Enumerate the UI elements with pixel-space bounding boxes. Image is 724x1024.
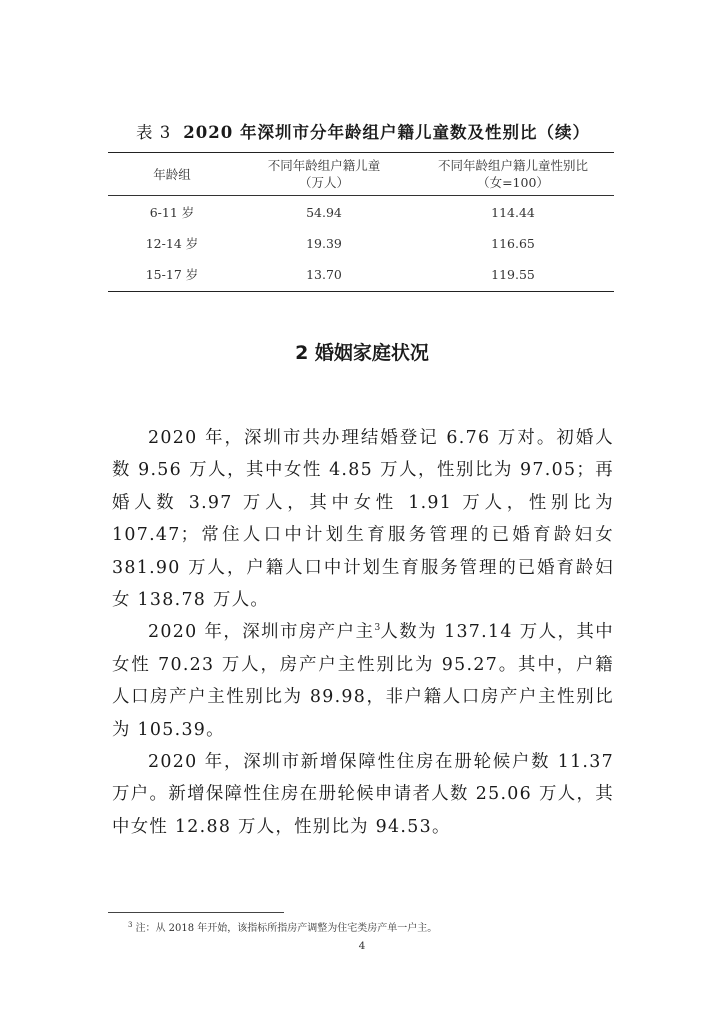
header-children [236, 153, 412, 196]
cell-ratio: 116.65 [491, 235, 535, 251]
footnote-text: 注：从 2018 年开始，该指标所指房产调整为住宅类房产单一户主。 [135, 923, 438, 934]
page-number: 4 [358, 940, 366, 952]
footnote-divider [108, 912, 284, 913]
paragraph-housing: 2020 年，深圳市新增保障性住房在册轮候户数 11.37 万户。新增保障性住房在册轮候申请者人数 25.06 万人，其中女性 12.88 万人，性别比为 94.53。 [112, 752, 614, 837]
header-children-label: 不同年龄组户籍儿童 [267, 158, 381, 173]
cell-ratio: 114.44 [491, 204, 535, 220]
header-children-unit: （万人） [298, 175, 349, 190]
footnote-reference: 3 [374, 623, 381, 634]
cell-children: 54.94 [306, 204, 342, 220]
header-ratio-unit: （女=100） [477, 175, 549, 190]
table-body [108, 196, 614, 292]
paragraph-property-owners-start: 2020 年，深圳市房产户主 [148, 622, 375, 643]
children-sex-ratio-table [108, 152, 614, 292]
table-title: 2020 年深圳市分年龄组户籍儿童数及性别比（续） [183, 123, 590, 142]
header-age-group: 年龄组 [153, 166, 191, 182]
cell-children: 13.70 [306, 266, 342, 282]
footnote-marker: 3 [128, 920, 133, 929]
paragraph-property-owners [112, 616, 614, 746]
cell-age: 6-11 岁 [149, 205, 195, 221]
table-header [108, 153, 614, 196]
table-number: 表 3 [136, 123, 172, 142]
paragraph-property-owners-rest: 人数为 137.14 万人，其中女性 70.23 万人，房产户主性别比为 95.27。其中，户籍人口房产户主性别比为 89.98，非户籍人口房产户主性别比为 105.39。 [112, 622, 614, 740]
table-row [108, 196, 614, 229]
paragraph-marriage: 2020 年，深圳市共办理结婚登记 6.76 万对。初婚人数 9.56 万人，其中女性 4.85 万人，性别比为 97.05；再婚人数 3.97 万人，其中女性 1.91 万人，性别比为 107.47；常住人口中计划生育服务管理的已婚育龄妇女 381.90 万人，户籍人口中计划生育服务管理的已婚育龄妇女 138.78 万人。 [112, 428, 614, 611]
cell-age: 12-14 岁 [145, 236, 199, 251]
header-ratio-label: 不同年龄组户籍儿童性别比 [437, 158, 588, 173]
table-row [108, 229, 614, 258]
header-sex-ratio [412, 153, 614, 196]
cell-ratio: 119.55 [491, 266, 535, 282]
table-row [108, 258, 614, 292]
footnote [128, 919, 437, 934]
cell-children: 19.39 [306, 235, 342, 251]
body-text [112, 422, 614, 843]
section-heading: 2 婚姻家庭状况 [295, 342, 429, 364]
table-caption [108, 119, 618, 143]
cell-age: 15-17 岁 [145, 267, 199, 283]
